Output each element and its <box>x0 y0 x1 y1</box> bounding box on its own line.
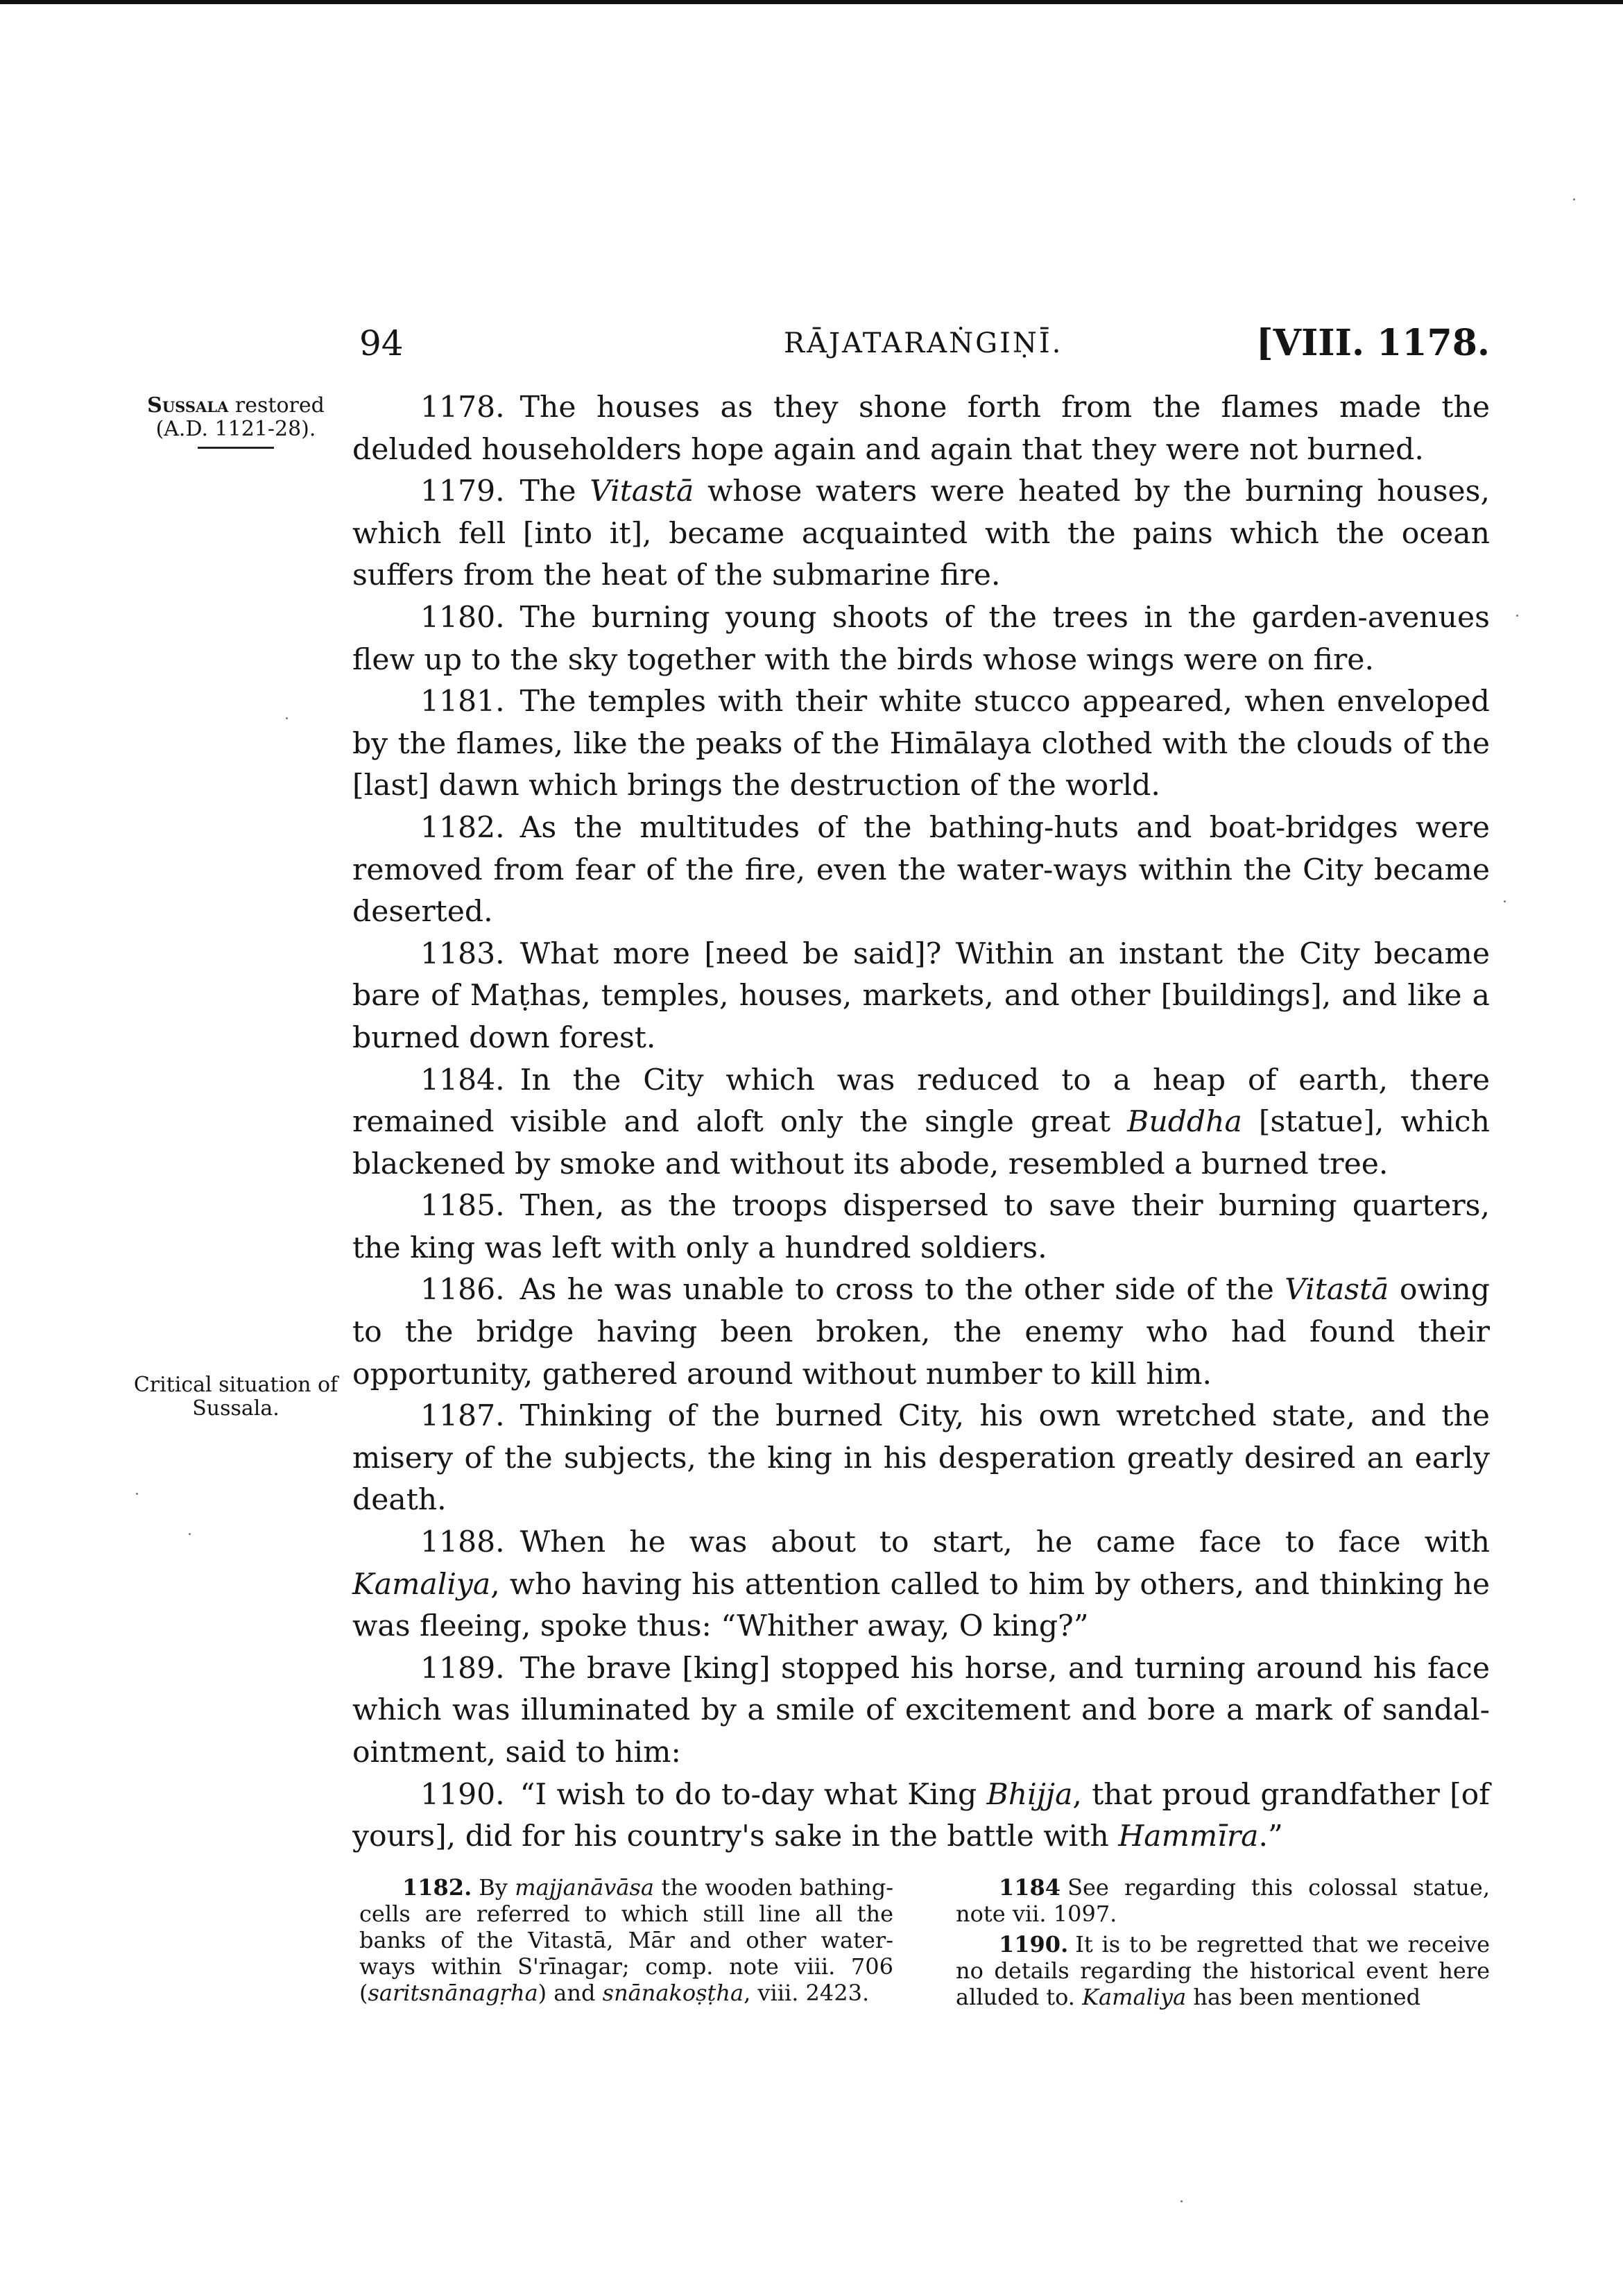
verse-number: 1178. <box>420 391 505 425</box>
verse-1190 <box>352 1774 1490 1858</box>
verse-number: 1180. <box>420 600 505 635</box>
scan-speck <box>1573 198 1575 200</box>
margin-note-critical-situation <box>104 1373 368 1421</box>
verse-text: Thinking of the burned City, his own wretched state, and the misery of the subjects, the king in his desperation greatly desired an early death. <box>352 1399 1490 1518</box>
margin-note-name: Sussala <box>147 393 229 418</box>
verse-1179 <box>352 471 1490 597</box>
margin-note-dates: (A.D. 1121-28). <box>155 417 316 441</box>
scan-speck <box>1180 2200 1183 2202</box>
scan-speck <box>286 717 288 719</box>
footnote-text: It is to be regretted that we receive no details regarding the historical event here alluded to. <box>956 1931 1490 2010</box>
footnote-1190 <box>956 1931 1490 2010</box>
verse-number: 1181. <box>420 685 505 719</box>
footnote-column-right <box>956 1874 1490 2014</box>
verse-number: 1189. <box>420 1651 505 1686</box>
main-text <box>352 387 1490 1858</box>
footnote-text: has been mentioned <box>1186 1984 1421 2010</box>
verse-1188 <box>352 1522 1490 1648</box>
margin-note-text: restored <box>234 393 325 418</box>
page-number: 94 <box>359 323 404 363</box>
verse-text: As the multitudes of the bathing-huts and boat-bridges were removed from fear of the fire, even the water-ways within the City became deserted. <box>352 810 1490 929</box>
verse-text: As he was unable to cross to the other side of the <box>519 1273 1285 1308</box>
verse-italic: Vitastā <box>590 474 694 509</box>
verse-italic: Kamaliya <box>352 1567 491 1602</box>
verse-text: The <box>519 474 590 509</box>
scan-speck <box>136 1493 138 1495</box>
verse-1185 <box>352 1185 1490 1269</box>
verse-text: In the City which was reduced to a heap of earth, there remained visible and aloft only the single great <box>352 1063 1490 1140</box>
verse-number: 1187. <box>420 1399 505 1434</box>
margin-note-sussala-restored <box>104 394 368 449</box>
running-title: RĀJATARAṄGIṆĪ. <box>784 327 1063 359</box>
verse-1178 <box>352 387 1490 471</box>
verse-1186 <box>352 1269 1490 1396</box>
footnote-text: See regarding this colossal statue, note vii. 1097. <box>956 1874 1490 1927</box>
verse-text: The burning young shoots of the trees in the garden-avenues flew up to the sky together with the birds whose wings were on fire. <box>352 600 1490 677</box>
verse-text: [statue], which blackened by smoke and without its abode, resembled a burned tree. <box>352 1105 1490 1181</box>
verse-text: whose waters were heated by the burning houses, which fell [into it], became acquainted with the pains which the ocean suffers from the heat of the submarine fire. <box>352 474 1490 593</box>
footnote-text: ) and <box>538 1980 603 2006</box>
top-border <box>0 0 1623 4</box>
scan-speck <box>1504 900 1506 902</box>
margin-note-line2: Sussala. <box>192 1396 280 1421</box>
footnote-italic: majjanāvāsa <box>515 1874 654 1901</box>
footnote-italic: Kamaliya <box>1082 1984 1187 2010</box>
verse-1181 <box>352 681 1490 807</box>
verse-text: When he was about to start, he came face to face with <box>519 1525 1490 1560</box>
verse-text: The houses as they shone forth from the flames made the deluded householders hope again and again that they were not burned. <box>352 391 1490 467</box>
verse-text: , that proud grandfather [of yours], did for his country's sake in the battle with <box>352 1777 1490 1854</box>
margin-note-line1: Critical situation of <box>133 1373 338 1397</box>
footnote-italic: snānakoṣṭha <box>602 1980 744 2006</box>
footnote-text: , viii. 2423. <box>744 1980 870 2006</box>
verse-1183 <box>352 934 1490 1060</box>
verse-number: 1190. <box>420 1777 505 1812</box>
verse-text: The brave [king] stopped his horse, and turning around his face which was illuminated by a smile of excitement and bore a mark of sandal-ointment, said to him: <box>352 1651 1490 1770</box>
verse-text: The temples with their white stucco appeared, when enveloped by the flames, like the peaks of the Himālaya clothed with the clouds of the [last] dawn which brings the destruction of the world. <box>352 685 1490 803</box>
verse-number: 1182. <box>420 810 505 845</box>
scan-speck <box>189 1533 191 1535</box>
margin-note-rule <box>198 447 274 449</box>
footnote-number: 1190. <box>999 1931 1069 1957</box>
verse-number: 1183. <box>420 936 505 971</box>
verse-1187 <box>352 1396 1490 1522</box>
footnote-1182 <box>359 1874 893 2006</box>
verse-number: 1186. <box>420 1273 505 1308</box>
verse-italic: Hammīra <box>1118 1819 1259 1854</box>
verse-text: What more [need be said]? Within an instant the City became bare of Maṭhas, temples, houses, markets, and other [buildings], and like a burned down forest. <box>352 936 1490 1055</box>
verse-number: 1185. <box>420 1189 505 1224</box>
verse-1180 <box>352 597 1490 681</box>
verse-italic: Bhijja <box>986 1777 1073 1812</box>
footnote-italic: saritsnānagṛha <box>368 1980 538 2006</box>
footnote-text: By <box>479 1874 515 1901</box>
footnote-column-left <box>359 1874 893 2014</box>
footnote-1184 <box>956 1874 1490 1927</box>
verse-number: 1188. <box>420 1525 505 1560</box>
verse-italic: Vitastā <box>1285 1273 1389 1308</box>
verse-number: 1184. <box>420 1063 505 1097</box>
verse-1182 <box>352 807 1490 934</box>
verse-text: owing to the bridge having been broken, the enemy who had found their opportunity, gathered around without number to kill him. <box>352 1273 1490 1391</box>
verse-italic: Buddha <box>1127 1105 1242 1140</box>
verse-text: Then, as the troops dispersed to save their burning quarters, the king was left with only a hundred soldiers. <box>352 1189 1490 1265</box>
verse-1184 <box>352 1060 1490 1186</box>
section-reference: [VIII. 1178. <box>1256 322 1490 364</box>
scan-speck <box>1516 615 1518 617</box>
footnote-number: 1184 <box>999 1874 1061 1901</box>
verse-text: “I wish to do to-day what King <box>519 1777 987 1812</box>
footnote-text: the wooden bathing-cells are referred to which still line all the banks of the Vitastā, Mār and other water-ways within S'rīnagar; comp. note viii. 706 ( <box>359 1874 894 2006</box>
verse-1189 <box>352 1648 1490 1774</box>
verse-number: 1179. <box>420 474 505 509</box>
footnotes <box>359 1874 1490 2014</box>
verse-text: , who having his attention called to him by others, and thinking he was fleeing, spoke thus: “Whither away, O king?” <box>352 1567 1490 1644</box>
verse-text: .” <box>1258 1819 1283 1854</box>
footnote-number: 1182. <box>402 1874 472 1901</box>
